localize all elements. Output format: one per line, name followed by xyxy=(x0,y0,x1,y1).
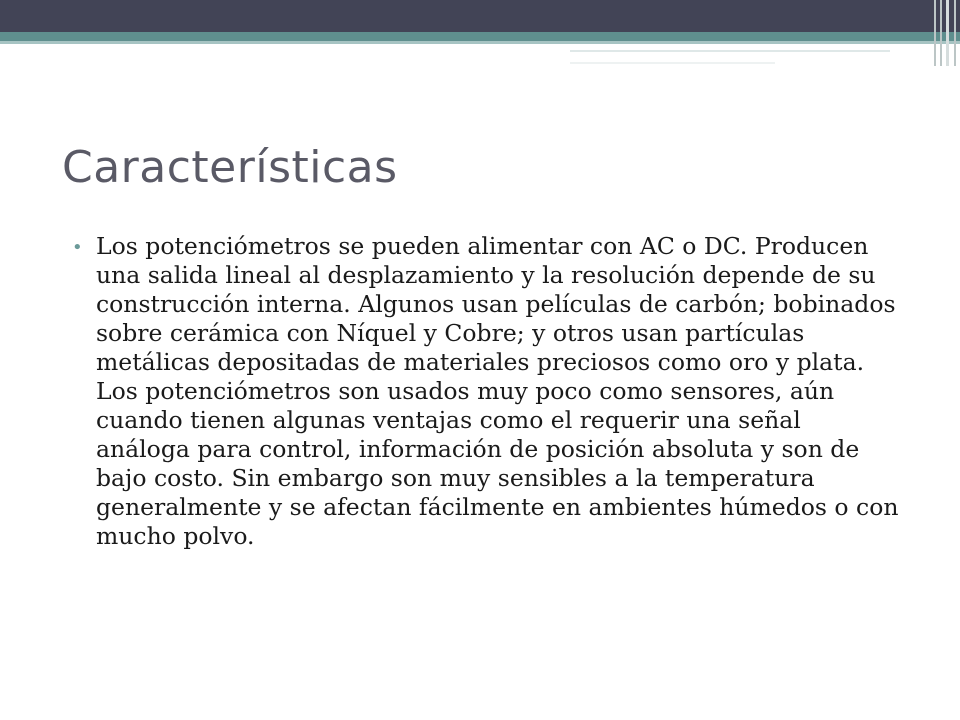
header-decor-line xyxy=(570,50,890,52)
slide-title: Características xyxy=(62,142,398,193)
bullet-item xyxy=(72,232,902,551)
header-decor-line-short xyxy=(570,62,775,64)
header-band-accent xyxy=(0,41,960,44)
bullet-text: Los potenciómetros se pueden alimentar con AC o DC. Producen una salida lineal al desplazamiento y la resolución depende de su construcción interna. Algunos usan películas de carbón; bobinados sobre cerámica con Níquel y Cobre; y otros usan partículas metálicas depositadas de materiales preciosos como oro y plata. Los potenciómetros son usados muy poco como sensores, aún cuando tienen algunas ventajas como el requerir una señal análoga para control, información de posición absoluta y son de bajo costo. Sin embargo son muy sensibles a la temperatura generalmente y se afectan fácilmente en ambientes húmedos o con mucho polvo. xyxy=(96,232,899,550)
slide-body xyxy=(72,232,902,551)
bullet-icon: • xyxy=(72,237,83,258)
header-band-dark xyxy=(0,0,960,32)
header-corner-rails xyxy=(930,0,960,66)
header-band-teal xyxy=(0,32,960,41)
